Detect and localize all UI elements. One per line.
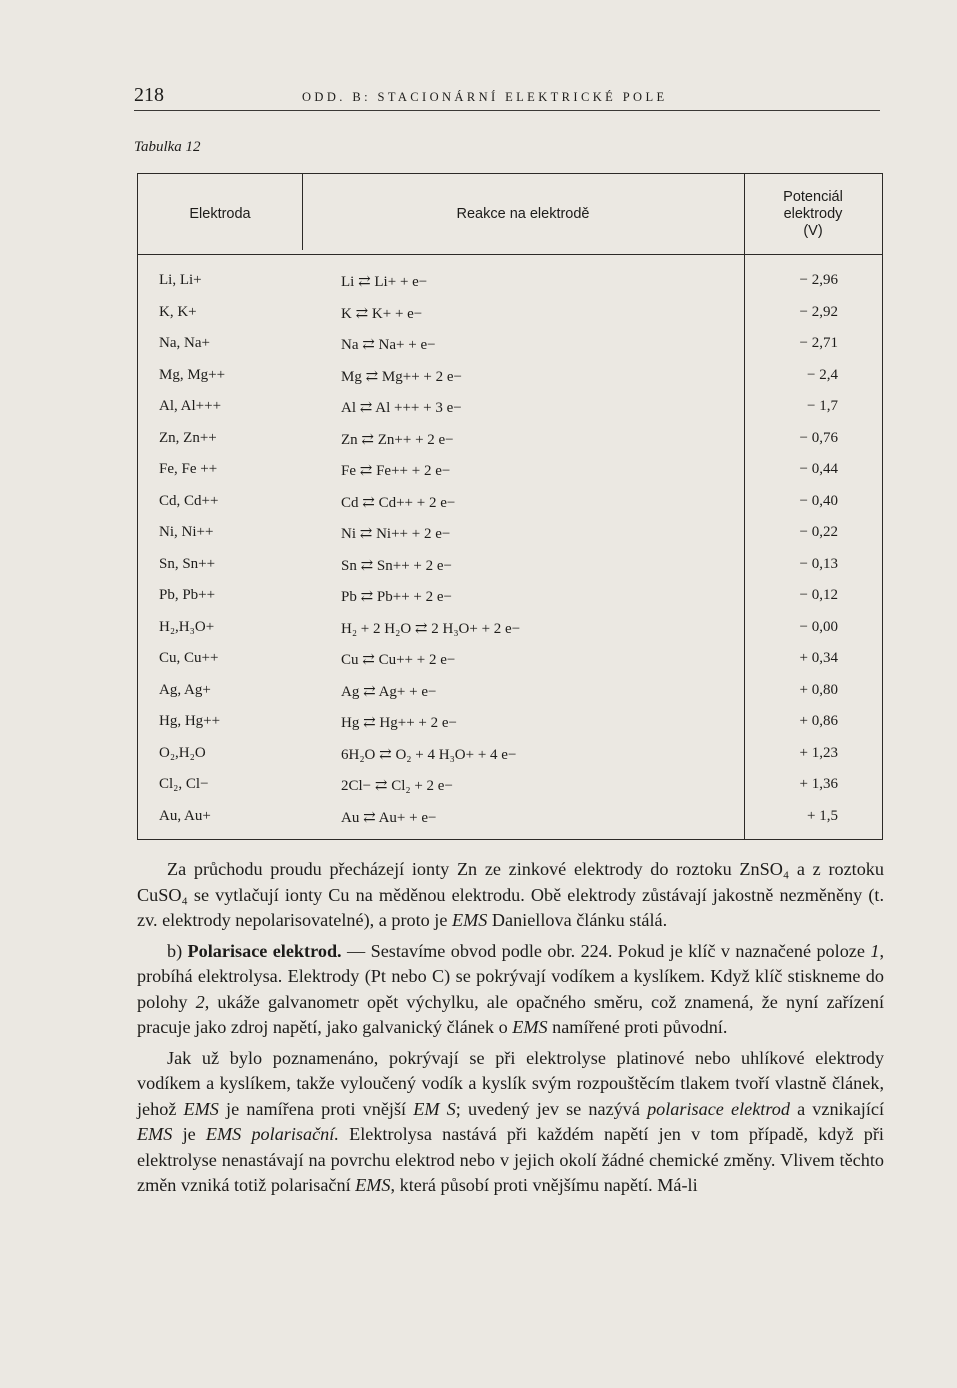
- electrode-cell: O₂,H₂O: [159, 744, 206, 761]
- text-run: , která působí proti vnějšímu napětí. Má-li: [390, 1175, 698, 1195]
- table-row: [138, 425, 882, 457]
- potential-cell: − 0,40: [799, 492, 838, 509]
- text-run: je namířena proti vnější: [218, 1098, 414, 1119]
- text-italic: EMS: [355, 1175, 391, 1195]
- reaction-cell: Ni ⇄ Ni++ + 2 e−: [341, 526, 451, 542]
- text-run: b): [167, 940, 188, 961]
- table-caption: Tabulka 12: [134, 139, 201, 155]
- reaction-cell: Au ⇄ Au+ + e−: [341, 809, 437, 826]
- text-italic: EMS: [512, 1017, 548, 1037]
- table-row: [138, 614, 882, 646]
- potential-cell: − 0,76: [799, 429, 838, 446]
- electrode-cell: Al, Al+++: [159, 398, 222, 414]
- column-header-potential-line: elektrody: [783, 205, 843, 222]
- text-run: a vznikající: [789, 1098, 885, 1119]
- text-run: , probíhá elektrolysa. Elektrody (Pt nebo C) se pokrývají vodíkem a kyslíkem. Když klíč stiskneme do polohy: [137, 940, 884, 1012]
- electrode-cell: Na, Na+: [159, 335, 210, 351]
- potential-cell: − 2,71: [799, 335, 838, 351]
- reaction-cell: Sn ⇄ Sn++ + 2 e−: [341, 557, 452, 574]
- reaction-cell: K ⇄ K+ + e−: [341, 305, 423, 322]
- body-text: [137, 857, 884, 1204]
- text-run: Daniellova článku stálá.: [487, 910, 668, 930]
- reaction-cell: Pb ⇄ Pb++ + 2 e−: [341, 589, 452, 605]
- reaction-cell: Na ⇄ Na+ + e−: [341, 337, 436, 353]
- text-italic: EMS: [183, 1098, 219, 1119]
- text-italic: EMS: [137, 1124, 173, 1144]
- table-row: [138, 708, 882, 740]
- reaction-cell: Cu ⇄ Cu++ + 2 e−: [341, 652, 456, 668]
- column-header-potential-line: Potenciál: [783, 188, 843, 205]
- electrode-cell: K, K+: [159, 303, 197, 320]
- column-header-potential-line: (V): [803, 222, 823, 239]
- paragraph-polarisation: [137, 939, 884, 1041]
- potential-cell: − 0,13: [799, 555, 838, 572]
- electrode-cell: Au, Au+: [159, 807, 211, 824]
- text-italic: EM S: [413, 1098, 456, 1119]
- header-rule: [134, 110, 880, 111]
- text-run: Za průchodu proudu přecházejí ionty Zn ze zinkové elektrody do roztoku ZnSO₄ a z roztoku CuSO₄ se vytlačují ionty Cu na měděnou elektrodu. Obě elektrody zůstávají jakostně nezměněny (t. zv. elektrody nepolarisovatelné), a proto je: [137, 859, 884, 930]
- running-head: ODD. B: STACIONÁRNÍ ELEKTRICKÉ POLE: [302, 90, 668, 104]
- electrode-cell: Cd, Cd++: [159, 492, 219, 509]
- electrode-cell: Pb, Pb++: [159, 587, 216, 603]
- table-body: [138, 267, 882, 834]
- potential-cell: − 2,96: [799, 272, 838, 288]
- column-header-electrode: Elektroda: [189, 205, 251, 222]
- table-row: [138, 456, 882, 488]
- table-row: [138, 740, 882, 772]
- table-row: [138, 393, 882, 425]
- reaction-cell: Mg ⇄ Mg++ + 2 e−: [341, 368, 462, 385]
- table-row: [138, 645, 882, 677]
- table-row: [138, 488, 882, 520]
- table-row: [138, 771, 882, 803]
- reaction-cell: H₂ + 2 H₂O ⇄ 2 H₃O+ + 2 e−: [341, 620, 521, 637]
- text-run: ; uvedený jev se nazývá: [455, 1098, 648, 1119]
- electrode-cell: H₂,H₃O+: [159, 618, 215, 635]
- potential-cell: − 1,7: [807, 398, 838, 414]
- potential-cell: − 0,00: [799, 618, 838, 635]
- electrode-cell: Cl₂, Cl−: [159, 776, 209, 792]
- potential-cell: − 0,22: [799, 524, 838, 540]
- potential-cell: + 0,34: [799, 650, 838, 666]
- potential-cell: + 0,80: [799, 681, 838, 698]
- reaction-cell: 2Cl− ⇄ Cl₂ + 2 e−: [341, 778, 453, 794]
- column-header-reaction: Reakce na elektrodě: [456, 205, 590, 222]
- electrode-cell: Sn, Sn++: [159, 555, 216, 572]
- table-row: [138, 519, 882, 551]
- table-row: [138, 299, 882, 331]
- table-row: [138, 582, 882, 614]
- table-row: [138, 803, 882, 835]
- column-header-potential: [744, 174, 882, 254]
- text-run: namířené proti původní.: [547, 1017, 728, 1037]
- potential-table: [137, 173, 883, 840]
- text-run: Elektrolysa nastává při každém napětí jen v tom případě, když při elektrolyse nenastávají na povrchu elektrod nebo v jejich okolí žádné chemické změny. Vlivem těchto změn vzniká totiž polarisační: [137, 1124, 884, 1195]
- reaction-cell: Fe ⇄ Fe++ + 2 e−: [341, 463, 451, 479]
- header-divider: [138, 254, 882, 255]
- potential-cell: − 2,4: [807, 366, 838, 383]
- table-row: [138, 551, 882, 583]
- page-header: [134, 84, 880, 114]
- electrode-cell: Ni, Ni++: [159, 524, 214, 540]
- text-italic: EMS: [451, 910, 488, 930]
- reaction-cell: Cd ⇄ Cd++ + 2 e−: [341, 494, 456, 511]
- electrode-cell: Fe, Fe ++: [159, 461, 218, 477]
- text-run: je: [172, 1124, 206, 1144]
- table-row: [138, 267, 882, 299]
- potential-cell: − 0,44: [799, 461, 838, 477]
- electrode-cell: Mg, Mg++: [159, 366, 226, 383]
- table-row: [138, 677, 882, 709]
- electrode-cell: Hg, Hg++: [159, 713, 221, 729]
- electrode-cell: Cu, Cu++: [159, 650, 219, 666]
- text-italic: polarisace elektrod: [647, 1098, 790, 1119]
- reaction-cell: Ag ⇄ Ag+ + e−: [341, 683, 437, 700]
- text-run: — Sestavíme obvod podle obr. 224. Pokud je klíč v naznačené poloze: [341, 940, 871, 961]
- reaction-cell: Li ⇄ Li+ + e−: [341, 274, 428, 290]
- electrode-cell: Li, Li+: [159, 272, 202, 288]
- potential-cell: + 0,86: [799, 713, 838, 729]
- potential-cell: + 1,5: [807, 807, 838, 824]
- potential-cell: + 1,23: [799, 744, 838, 761]
- reaction-cell: Al ⇄ Al +++ + 3 e−: [341, 400, 462, 416]
- text-italic: 2: [195, 991, 205, 1012]
- electrode-cell: Ag, Ag+: [159, 681, 211, 698]
- text-italic: EMS polarisační.: [205, 1124, 339, 1144]
- paragraph-electrodes: [137, 857, 884, 934]
- table-row: [138, 362, 882, 394]
- potential-cell: + 1,36: [799, 776, 838, 792]
- potential-cell: − 0,12: [799, 587, 838, 603]
- electrode-cell: Zn, Zn++: [159, 429, 217, 446]
- text-italic: 1: [870, 940, 880, 961]
- section-heading: Polarisace elektrod.: [187, 940, 342, 961]
- table-row: [138, 330, 882, 362]
- text-run: Jak už bylo poznamenáno, pokrývají se při elektrolyse platinové nebo uhlíkové elektrody vodíkem a kyslíkem, takže vyloučený vodík a kyslík svým rozpouštěcím tlakem tvoří vlastně článek, jehož: [137, 1047, 884, 1119]
- reaction-cell: Zn ⇄ Zn++ + 2 e−: [341, 431, 454, 448]
- reaction-cell: Hg ⇄ Hg++ + 2 e−: [341, 715, 457, 731]
- reaction-cell: 6H₂O ⇄ O₂ + 4 H₃O+ + 4 e−: [341, 746, 517, 763]
- paragraph-explanation: [137, 1046, 884, 1199]
- potential-cell: − 2,92: [799, 303, 838, 320]
- page-number: 218: [134, 84, 164, 106]
- text-run: , ukáže galvanometr opět výchylku, ale opačného směru, což znamená, že nyní zařízení pracuje jako zdroj napětí, jako galvanický článek o: [137, 991, 884, 1037]
